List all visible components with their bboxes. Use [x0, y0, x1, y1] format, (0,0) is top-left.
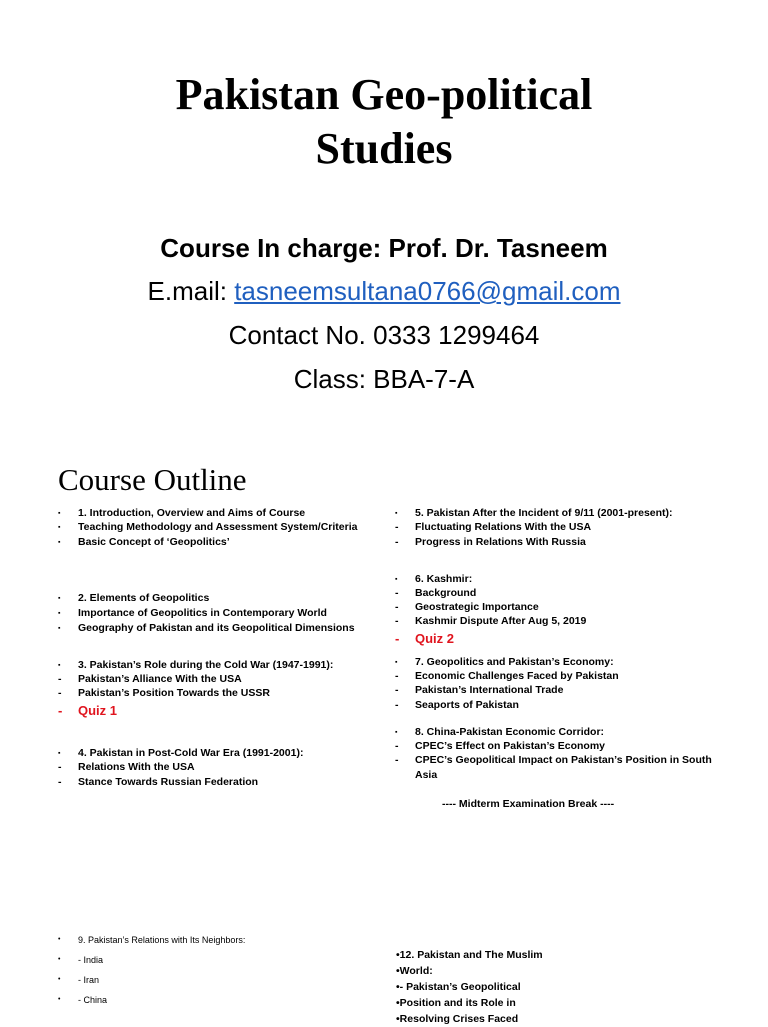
outline-item: ▪ Importance of Geopolitics in Contemporary World — [58, 607, 327, 619]
outline-subitem: - CPEC’s Effect on Pakistan’s Economy — [395, 740, 606, 752]
title-line-2: Studies — [315, 124, 453, 173]
email-link[interactable]: tasneemsultana0766@gmail.com — [234, 276, 621, 306]
outline-item: ▪ 7. Geopolitics and Pakistan’s Economy: — [395, 656, 614, 668]
outline-line: •12. Pakistan and The Muslim — [396, 949, 543, 961]
email-label: E.mail: — [147, 276, 235, 306]
outline-subitem: - Fluctuating Relations With the USA — [395, 521, 592, 533]
outline-item: ▪ Teaching Methodology and Assessment System/Criteria — [58, 521, 358, 533]
outline-item: ▪ 8. China-Pakistan Economic Corridor: — [395, 726, 605, 738]
quiz-2-label: - Quiz 2 — [395, 631, 455, 646]
outline-subitem: - Geostrategic Importance — [395, 601, 539, 613]
outline-item: • - Iran — [58, 975, 100, 985]
course-in-charge: Course In charge: Prof. Dr. Tasneem — [160, 233, 608, 263]
contact-number: Contact No. 0333 1299464 — [228, 320, 540, 350]
outline-line: •World: — [396, 965, 433, 977]
outline-item: ▪ 4. Pakistan in Post-Cold War Era (1991-2001): — [58, 747, 304, 759]
course-outline-heading: Course Outline — [58, 462, 247, 497]
outline-subitem: - Progress in Relations With Russia — [395, 536, 586, 548]
outline-subitem: - CPEC’s Geopolitical Impact on Pakistan’s Position in South Asia — [395, 754, 712, 781]
title-line-1: Pakistan Geo-political — [175, 70, 593, 119]
outline-item: ▪ 3. Pakistan’s Role during the Cold War (1947-1991): — [58, 659, 334, 671]
midterm-break-note: ---- Midterm Examination Break ---- — [442, 798, 615, 810]
outline-subitem: - Kashmir Dispute After Aug 5, 2019 — [395, 615, 587, 627]
outline-item: ▪ 2. Elements of Geopolitics — [58, 592, 210, 604]
outline-subitem: - Pakistan’s Position Towards the USSR — [58, 687, 270, 699]
outline-subitem: - Pakistan’s International Trade — [395, 684, 564, 696]
outline-subitem: - Background — [395, 587, 477, 599]
outline-subitem: - Seaports of Pakistan — [395, 699, 519, 711]
outline-line: •Position and its Role in — [396, 997, 516, 1009]
outline-line: •- Pakistan’s Geopolitical — [396, 981, 521, 993]
outline-item: • - India — [58, 955, 104, 965]
outline-subitem: - Pakistan’s Alliance With the USA — [58, 673, 242, 685]
outline-item: • - China — [58, 995, 108, 1005]
outline-item: ▪ Basic Concept of ‘Geopolitics’ — [58, 536, 230, 548]
outline-item: ▪ 6. Kashmir: — [395, 573, 473, 585]
outline-item: ▪ Geography of Pakistan and its Geopolitical Dimensions — [58, 622, 355, 634]
email-line — [0, 272, 768, 310]
document-title — [0, 68, 768, 176]
outline-item: ▪ 5. Pakistan After the Incident of 9/11 (2001-present): — [395, 507, 673, 519]
outline-item: • 9. Pakistan’s Relations with Its Neighbors: — [58, 935, 246, 945]
quiz-1-label: - Quiz 1 — [58, 703, 118, 718]
outline-line: •Resolving Crises Faced — [396, 1013, 519, 1025]
outline-subitem: - Relations With the USA — [58, 761, 195, 773]
outline-item: ▪ 1. Introduction, Overview and Aims of Course — [58, 507, 306, 519]
class-info: Class: BBA-7-A — [293, 364, 475, 394]
outline-subitem: - Economic Challenges Faced by Pakistan — [395, 670, 619, 682]
outline-subitem: - Stance Towards Russian Federation — [58, 776, 259, 788]
